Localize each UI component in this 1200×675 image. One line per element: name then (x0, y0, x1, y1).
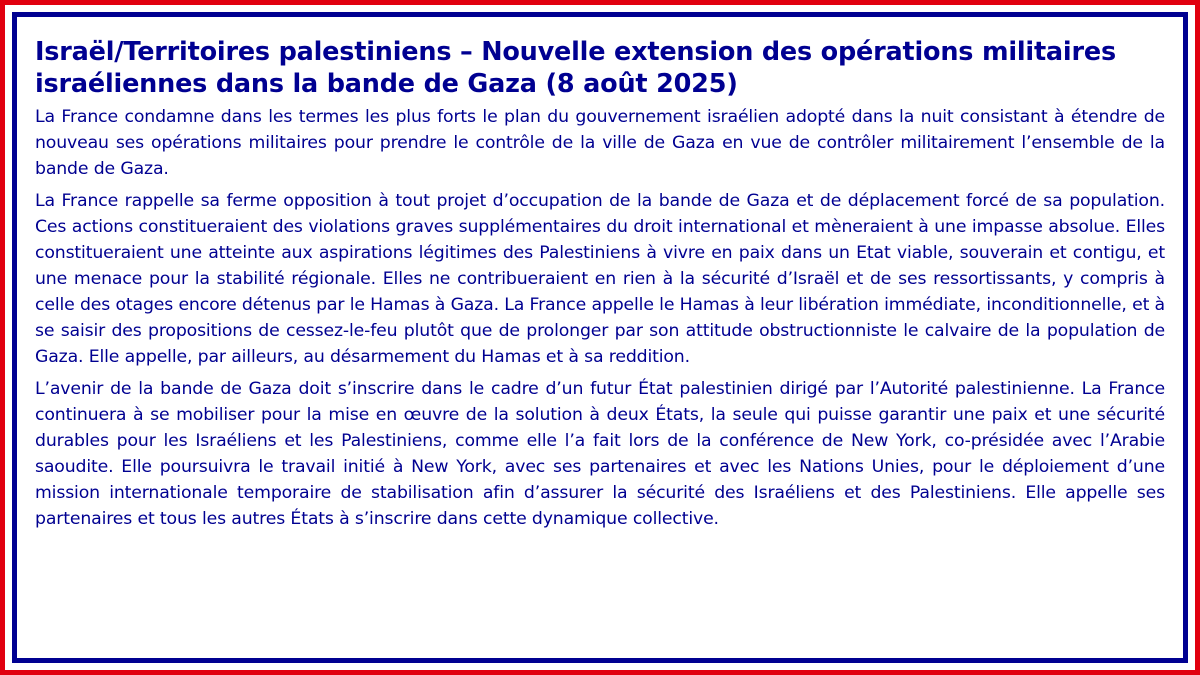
paragraph-future: L’avenir de la bande de Gaza doit s’inscrire dans le cadre d’un futur État palestinien dirigé par l’Autorité palestinienne. La France continuera à se mobiliser pour la mise en œuvre de la solution à deux États, la seule qui puisse garantir une paix et une sécurité durables pour les Israéliens et les Palestiniens, comme elle l’a fait lors de la conférence de New York, co-présidée avec l’Arabie saoudite. Elle poursuivra le travail initié à New York, avec ses partenaires et avec les Nations Unies, pour le déploiement d’une mission internationale temporaire de stabilisation afin d’assurer la sécurité des Israéliens et des Palestiniens. Elle appelle ses partenaires et tous les autres États à s’inscrire dans cette dynamique collective. (35, 379, 1165, 529)
paragraph-opposition: La France rappelle sa ferme opposition à tout projet d’occupation de la bande de Gaza et de déplacement forcé de sa population. Ces actions constitueraient des violations graves supplémentaires du droit international et mèneraient à une impasse absolue. Elles constitueraient une atteinte aux aspirations légitimes des Palestiniens à vivre en paix dans un Etat viable, souverain et contigu, et une menace pour la stabilité régionale. Elles ne contribueraient en rien à la sécurité d’Israël et de ses ressortissants, y compris à celle des otages encore détenus par le Hamas à Gaza. La France appelle le Hamas à leur libération immédiate, inconditionnelle, et à se saisir des propositions de cessez-le-feu plutôt que de prolonger par son attitude obstructionniste le calvaire de la population de Gaza. Elle appelle, par ailleurs, au désarmement du Hamas et à sa reddition. (35, 191, 1165, 367)
paragraph-condemnation: La France condamne dans les termes les plus forts le plan du gouvernement israélien adopté dans la nuit consistant à étendre de nouveau ses opérations militaires pour prendre le contrôle de la ville de Gaza en vue de contrôler militairement l’ensemble de la bande de Gaza. (35, 107, 1165, 179)
statement-body (35, 36, 1165, 532)
statement-title: Israël/Territoires palestiniens – Nouvelle extension des opérations militaires israéliennes dans la bande de Gaza (8 août 2025) (35, 37, 1116, 99)
